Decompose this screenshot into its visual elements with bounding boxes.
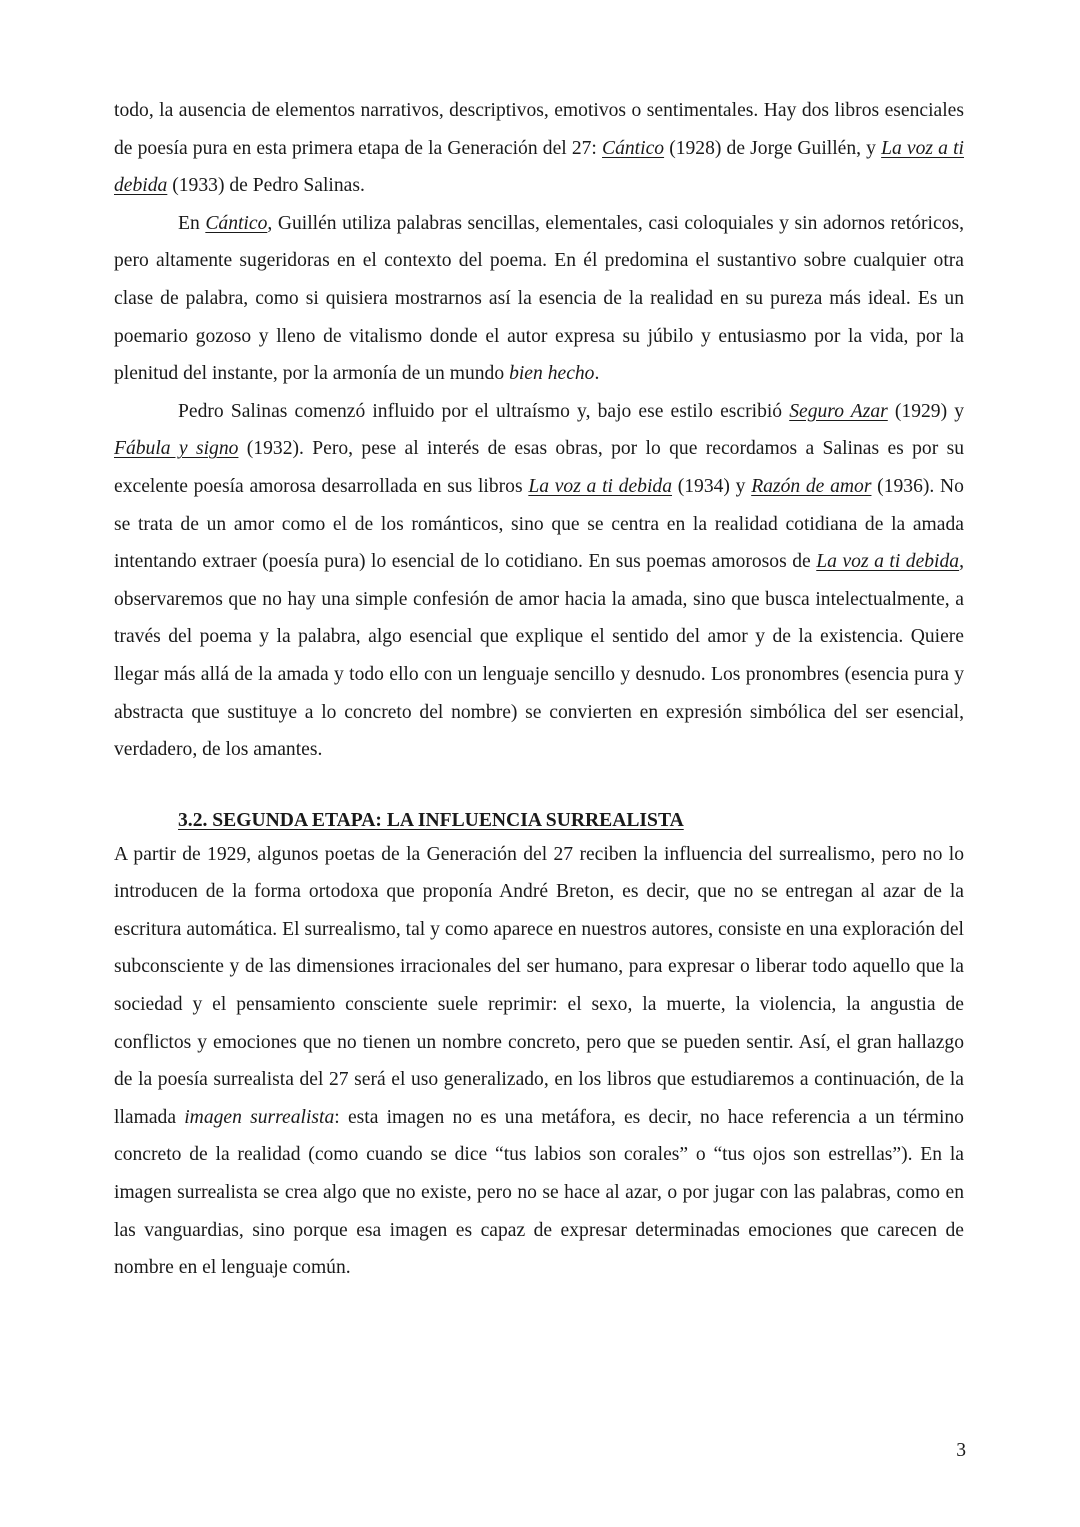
- section-heading: 3.2. SEGUNDA ETAPA: LA INFLUENCIA SURREALISTA: [178, 809, 684, 831]
- emphasis-imagen-surrealista: imagen surrealista: [184, 1106, 335, 1128]
- paragraph-poesia-pura: [114, 92, 964, 205]
- text-run: (1934) y: [672, 475, 752, 497]
- text-run: , Guillén utiliza palabras sencillas, elementales, casi coloquiales y sin adornos retóricos, pero altamente sugeridoras en el contexto del poema. En él predomina el sustantivo sobre cualquier otra clase de palabra, como si quisiera mostrarnos así la esencia de la realidad en su pureza más ideal. Es un poemario gozoso y lleno de vitalismo donde el autor expresa su júbilo y entusiasmo por la vida, por la plenitud del instante, por la armonía de un mundo: [114, 212, 964, 385]
- text-run: A partir de 1929, algunos poetas de la Generación del 27 reciben la influencia del surrealismo, pero no lo introducen de la forma ortodoxa que proponía André Breton, es decir, que no se entregan al azar de la escritura automática. El surrealismo, tal y como aparece en nuestros autores, consiste en una exploración del subconsciente y de las dimensiones irracionales del ser humano, para expresar o liberar todo aquello que la sociedad y el pensamiento consciente suele reprimir: el sexo, la muerte, la violencia, la angustia de conflictos y emociones que no tienen un nombre concreto, pero que se pueden sentir. Así, el gran hallazgo de la poesía surrealista del 27 será el uso generalizado, en los libros que estudiaremos a continuación, de la llamada: [114, 843, 964, 1128]
- section-spacer: [114, 769, 964, 806]
- book-title-fabula-y-signo: Fábula y signo: [114, 438, 239, 460]
- text-run: , observaremos que no hay una simple confesión de amor hacia la amada, sino que busca intelectualmente, a través del poema y la palabra, algo esencial que explique el sentido del amor y de la existencia. Quiere llegar más allá de la amada y todo ello con un lenguaje sencillo y desnudo. Los pronombres (esencia pura y abstracta que sustituye a lo concreto del nombre) se convierten en expresión simbólica del ser esencial, verdadero, de los amantes.: [114, 551, 965, 761]
- paragraph-cantico: [114, 205, 964, 393]
- text-run: (1936). No se trata de un amor como el de los románticos, sino que se centra en la realidad cotidiana de la amada intentando extraer (poesía pura) lo esencial de lo cotidiano. En sus poemas amorosos de: [114, 475, 964, 573]
- text-run: .: [594, 363, 600, 385]
- text-run: (1929) y: [887, 400, 965, 422]
- paragraph-surrealismo: [114, 836, 964, 1287]
- text-run: : esta imagen no es una metáfora, es decir, no hace referencia a un término concreto de la realidad (como cuando se dice “tus labios son corales” o “tus ojos son estrellas”). En la imagen surrealista se crea algo que no existe, pero no se hace al azar, o por jugar con las palabras, como en las vanguardias, sino porque esa imagen es capaz de expresar determinadas emociones que carecen de nombre en el lenguaje común.: [114, 1106, 964, 1279]
- text-run: (1932). Pero, pese al interés de esas obras, por lo que recordamos a Salinas es por su excelente poesía amorosa desarrollada en sus libros: [114, 438, 964, 497]
- book-title-la-voz-a-ti-debida: La voz a ti debida: [528, 475, 672, 497]
- book-title-seguro-azar: Seguro Azar: [789, 400, 888, 422]
- text-run: En: [178, 212, 206, 234]
- paragraph-pedro-salinas: [114, 393, 964, 769]
- text-run: Pedro Salinas comenzó influido por el ultraísmo y, bajo ese estilo escribió: [178, 400, 790, 422]
- book-title-la-voz-a-ti-debida: La voz a ti debida: [816, 551, 960, 573]
- text-run: (1933) de Pedro Salinas.: [167, 175, 365, 197]
- page-number: 3: [956, 1440, 966, 1461]
- emphasis-bien-hecho: bien hecho: [509, 363, 595, 385]
- text-run: (1928) de Jorge Guillén, y: [664, 137, 882, 159]
- document-page: [114, 92, 964, 1287]
- book-title-cantico: Cántico: [602, 137, 665, 159]
- book-title-razon-de-amor: Razón de amor: [751, 475, 872, 497]
- text-run: todo, la ausencia de elementos narrativos, descriptivos, emotivos o sentimentales. Hay dos libros esenciales de poesía pura en esta primera etapa de la Generación del 27:: [114, 100, 964, 159]
- book-title-la-voz-a-ti-debida: La voz a ti debida: [114, 137, 964, 197]
- book-title-cantico: Cántico: [205, 212, 268, 234]
